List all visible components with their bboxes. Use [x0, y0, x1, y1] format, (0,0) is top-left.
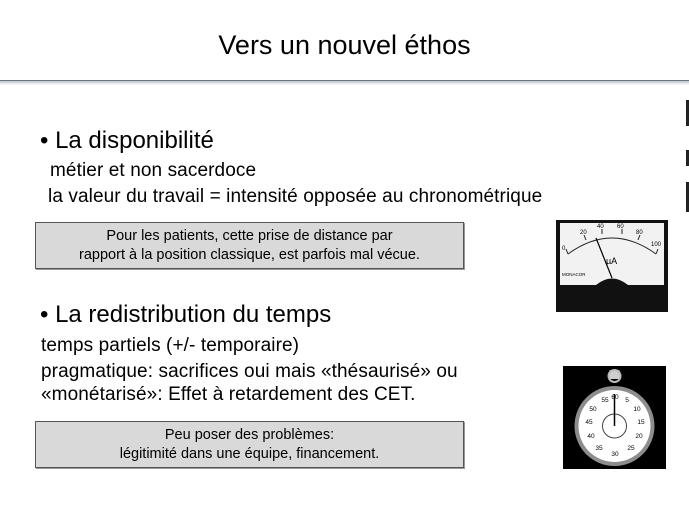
stopwatch-number: 35	[595, 445, 603, 452]
note-line: Pour les patients, cette prise de distance par	[106, 227, 393, 244]
stopwatch-number: 10	[633, 406, 641, 413]
bullet-heading-disponibilite: • La disponibilité	[40, 127, 214, 154]
body-line: «monétarisé»: Effet à retardement des CET.	[41, 384, 416, 405]
body-line: temps partiels (+/- temporaire)	[41, 335, 300, 356]
meter-scale-label: 60	[617, 224, 624, 230]
stopwatch-number: 45	[585, 419, 593, 426]
note-box-patients	[35, 222, 464, 269]
body-line: métier et non sacerdoce	[50, 160, 257, 181]
stopwatch-number: 50	[589, 406, 597, 413]
page-title: Vers un nouvel éthos	[218, 30, 471, 60]
stopwatch-image	[563, 366, 666, 469]
meter-scale-label: 20	[580, 230, 587, 236]
meter-unit: µA	[606, 256, 618, 266]
meter-scale-label: 0	[562, 246, 566, 252]
note-line: légitimité dans une équipe, financement.	[119, 445, 380, 462]
meter-scale-label: 100	[651, 242, 662, 248]
stopwatch-number: 25	[627, 445, 635, 452]
note-line: Peu poser des problèmes:	[164, 426, 335, 443]
meter-scale-label: 80	[636, 230, 643, 236]
stopwatch-number: 15	[637, 419, 645, 426]
stopwatch-number: 30	[611, 451, 619, 458]
stopwatch-number: 20	[635, 433, 643, 440]
meter-scale-label: 40	[597, 224, 604, 230]
note-box-problemes	[35, 421, 464, 468]
stopwatch-number: 60	[611, 394, 619, 401]
meter-brand: MONACOR	[562, 272, 586, 277]
stopwatch-number: 55	[601, 397, 609, 404]
note-line: rapport à la position classique, est parfois mal vécue.	[79, 246, 420, 263]
stopwatch-number: 40	[587, 433, 595, 440]
body-line: la valeur du travail = intensité opposée au chronométrique	[48, 186, 543, 207]
ammeter-image	[556, 220, 668, 312]
stopwatch-number: 5	[625, 397, 629, 404]
body-line: pragmatique: sacrifices oui mais «thésaurisé» ou	[41, 361, 458, 382]
title-divider	[0, 81, 689, 85]
bullet-heading-redistribution: • La redistribution du temps	[40, 301, 332, 328]
